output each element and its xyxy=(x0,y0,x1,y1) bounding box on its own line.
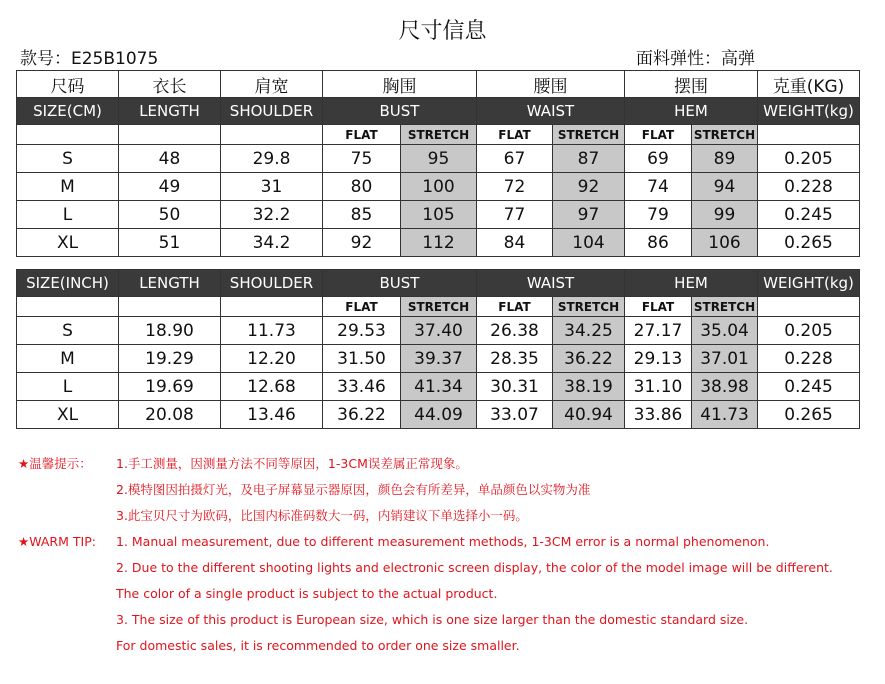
table-row xyxy=(17,345,860,373)
measurement-cell: 30.31 xyxy=(477,373,553,401)
header-length-cn: 衣长 xyxy=(119,71,221,98)
flat-label: FLAT xyxy=(477,125,553,145)
measurement-cell: 32.2 xyxy=(221,201,323,229)
measurement-cell: 36.22 xyxy=(553,345,625,373)
flat-label: FLAT xyxy=(323,297,401,317)
measurement-cell: 94 xyxy=(692,173,758,201)
header-shoulder-cn: 肩宽 xyxy=(221,71,323,98)
flat-label: FLAT xyxy=(625,297,692,317)
measurement-cell: 0.265 xyxy=(758,401,860,429)
measurement-cell: 105 xyxy=(401,201,477,229)
measurement-cell: 19.29 xyxy=(119,345,221,373)
measurement-cell: 87 xyxy=(553,145,625,173)
english-header-row-cm xyxy=(17,98,860,125)
measurement-cell: 28.35 xyxy=(477,345,553,373)
measurement-cell: 31.50 xyxy=(323,345,401,373)
measurement-cell: 33.07 xyxy=(477,401,553,429)
measurement-cell: 100 xyxy=(401,173,477,201)
header-size-cm: SIZE(CM) xyxy=(17,98,119,125)
stretch-label: STRETCH xyxy=(553,297,625,317)
header-waist: WAIST xyxy=(477,270,625,297)
measurement-cell: 106 xyxy=(692,229,758,257)
measurement-cell: 35.04 xyxy=(692,317,758,345)
measurement-cell: 29.53 xyxy=(323,317,401,345)
tip-en-1: 1. Manual measurement, due to different measurement methods, 1-3CM error is a normal phenomenon. xyxy=(116,534,770,549)
measurement-cell: 86 xyxy=(625,229,692,257)
header-weight: WEIGHT(kg) xyxy=(758,270,860,297)
header-hem: HEM xyxy=(625,98,758,125)
table-row xyxy=(17,201,860,229)
header-shoulder: SHOULDER xyxy=(221,98,323,125)
flat-stretch-row-inch xyxy=(17,297,860,317)
measurement-cell: 77 xyxy=(477,201,553,229)
header-length: LENGTH xyxy=(119,270,221,297)
measurement-cell: 31 xyxy=(221,173,323,201)
table-row xyxy=(17,317,860,345)
measurement-cell: 99 xyxy=(692,201,758,229)
measurement-cell: 49 xyxy=(119,173,221,201)
size-cell: XL xyxy=(17,229,119,257)
size-cell: S xyxy=(17,145,119,173)
tip-cn-3: 3.此宝贝尺寸为欧码，比国内标准码数大一码，内销建议下单选择小一码。 xyxy=(116,508,528,523)
stretch-label: STRETCH xyxy=(692,297,758,317)
style-number: 款号：E25B1075 xyxy=(20,49,159,69)
measurement-cell: 41.73 xyxy=(692,401,758,429)
measurement-cell: 20.08 xyxy=(119,401,221,429)
header-shoulder: SHOULDER xyxy=(221,270,323,297)
measurement-cell: 38.98 xyxy=(692,373,758,401)
size-table-inch xyxy=(16,269,860,429)
measurement-cell: 72 xyxy=(477,173,553,201)
measurement-cell: 11.73 xyxy=(221,317,323,345)
measurement-cell: 48 xyxy=(119,145,221,173)
measurement-cell: 89 xyxy=(692,145,758,173)
header-bust: BUST xyxy=(323,270,477,297)
flat-stretch-row-cm xyxy=(17,125,860,145)
header-waist-cn: 腰围 xyxy=(477,71,625,98)
measurement-cell: 0.205 xyxy=(758,317,860,345)
size-cell: L xyxy=(17,373,119,401)
measurement-cell: 85 xyxy=(323,201,401,229)
measurement-cell: 0.228 xyxy=(758,173,860,201)
measurement-cell: 0.228 xyxy=(758,345,860,373)
flat-label: FLAT xyxy=(477,297,553,317)
english-header-row-inch xyxy=(17,270,860,297)
table-row xyxy=(17,173,860,201)
size-cell: XL xyxy=(17,401,119,429)
header-size-cn: 尺码 xyxy=(17,71,119,98)
measurement-cell: 51 xyxy=(119,229,221,257)
size-cell: L xyxy=(17,201,119,229)
measurement-cell: 0.245 xyxy=(758,373,860,401)
measurement-cell: 0.265 xyxy=(758,229,860,257)
tip-cn-1: 1.手工测量，因测量方法不同等原因，1-3CM误差属正常现象。 xyxy=(116,456,468,471)
measurement-cell: 92 xyxy=(323,229,401,257)
table-row xyxy=(17,373,860,401)
header-hem-cn: 摆围 xyxy=(625,71,758,98)
measurement-cell: 12.20 xyxy=(221,345,323,373)
measurement-cell: 26.38 xyxy=(477,317,553,345)
measurement-cell: 27.17 xyxy=(625,317,692,345)
measurement-cell: 44.09 xyxy=(401,401,477,429)
measurement-cell: 95 xyxy=(401,145,477,173)
measurement-cell: 13.46 xyxy=(221,401,323,429)
measurement-cell: 18.90 xyxy=(119,317,221,345)
table-row xyxy=(17,229,860,257)
measurement-cell: 80 xyxy=(323,173,401,201)
measurement-cell: 79 xyxy=(625,201,692,229)
measurement-cell: 29.8 xyxy=(221,145,323,173)
size-cell: S xyxy=(17,317,119,345)
tips-en-label: ★WARM TIP: xyxy=(18,534,96,549)
flat-label: FLAT xyxy=(625,125,692,145)
header-hem: HEM xyxy=(625,270,758,297)
stretch-label: STRETCH xyxy=(553,125,625,145)
measurement-cell: 38.19 xyxy=(553,373,625,401)
measurement-cell: 97 xyxy=(553,201,625,229)
measurement-cell: 75 xyxy=(323,145,401,173)
stretch-label: STRETCH xyxy=(401,125,477,145)
measurement-cell: 74 xyxy=(625,173,692,201)
tip-en-2b: The color of a single product is subject to the actual product. xyxy=(116,586,498,601)
measurement-cell: 34.25 xyxy=(553,317,625,345)
tips-cn-label: ★温馨提示： xyxy=(18,456,92,471)
measurement-cell: 12.68 xyxy=(221,373,323,401)
measurement-cell: 37.40 xyxy=(401,317,477,345)
measurement-cell: 40.94 xyxy=(553,401,625,429)
page-title: 尺寸信息 xyxy=(398,19,487,44)
measurement-cell: 69 xyxy=(625,145,692,173)
tip-cn-2: 2.模特图因拍摄灯光，及电子屏幕显示器原因，颜色会有所差异，单品颜色以实物为准 xyxy=(116,482,591,497)
measurement-cell: 0.245 xyxy=(758,201,860,229)
measurement-cell: 34.2 xyxy=(221,229,323,257)
header-length: LENGTH xyxy=(119,98,221,125)
measurement-cell: 67 xyxy=(477,145,553,173)
header-weight: WEIGHT(kg) xyxy=(758,98,860,125)
tip-en-3b: For domestic sales, it is recommended to order one size smaller. xyxy=(116,638,520,653)
measurement-cell: 36.22 xyxy=(323,401,401,429)
measurement-cell: 37.01 xyxy=(692,345,758,373)
size-table-cm xyxy=(16,70,860,257)
size-cell: M xyxy=(17,173,119,201)
stretch-label: STRETCH xyxy=(401,297,477,317)
measurement-cell: 33.46 xyxy=(323,373,401,401)
table-row xyxy=(17,145,860,173)
chinese-header-row xyxy=(17,71,860,98)
measurement-cell: 112 xyxy=(401,229,477,257)
measurement-cell: 50 xyxy=(119,201,221,229)
measurement-cell: 92 xyxy=(553,173,625,201)
header-bust: BUST xyxy=(323,98,477,125)
flat-label: FLAT xyxy=(323,125,401,145)
measurement-cell: 19.69 xyxy=(119,373,221,401)
measurement-cell: 39.37 xyxy=(401,345,477,373)
measurement-cell: 41.34 xyxy=(401,373,477,401)
measurement-cell: 33.86 xyxy=(625,401,692,429)
measurement-cell: 0.205 xyxy=(758,145,860,173)
tip-en-3: 3. The size of this product is European size, which is one size larger than the domestic standard size. xyxy=(116,612,749,627)
fabric-elasticity: 面料弹性：高弹 xyxy=(636,49,755,69)
header-size-inch: SIZE(INCH) xyxy=(17,270,119,297)
measurement-cell: 84 xyxy=(477,229,553,257)
header-bust-cn: 胸围 xyxy=(323,71,477,98)
measurement-cell: 104 xyxy=(553,229,625,257)
measurement-cell: 31.10 xyxy=(625,373,692,401)
header-weight-cn: 克重(KG) xyxy=(758,71,860,98)
measurement-cell: 29.13 xyxy=(625,345,692,373)
header-waist: WAIST xyxy=(477,98,625,125)
stretch-label: STRETCH xyxy=(692,125,758,145)
warm-tips xyxy=(0,454,885,664)
size-cell: M xyxy=(17,345,119,373)
table-row xyxy=(17,401,860,429)
tip-en-2: 2. Due to the different shooting lights and electronic screen display, the color of the model image will be different. xyxy=(116,560,833,575)
